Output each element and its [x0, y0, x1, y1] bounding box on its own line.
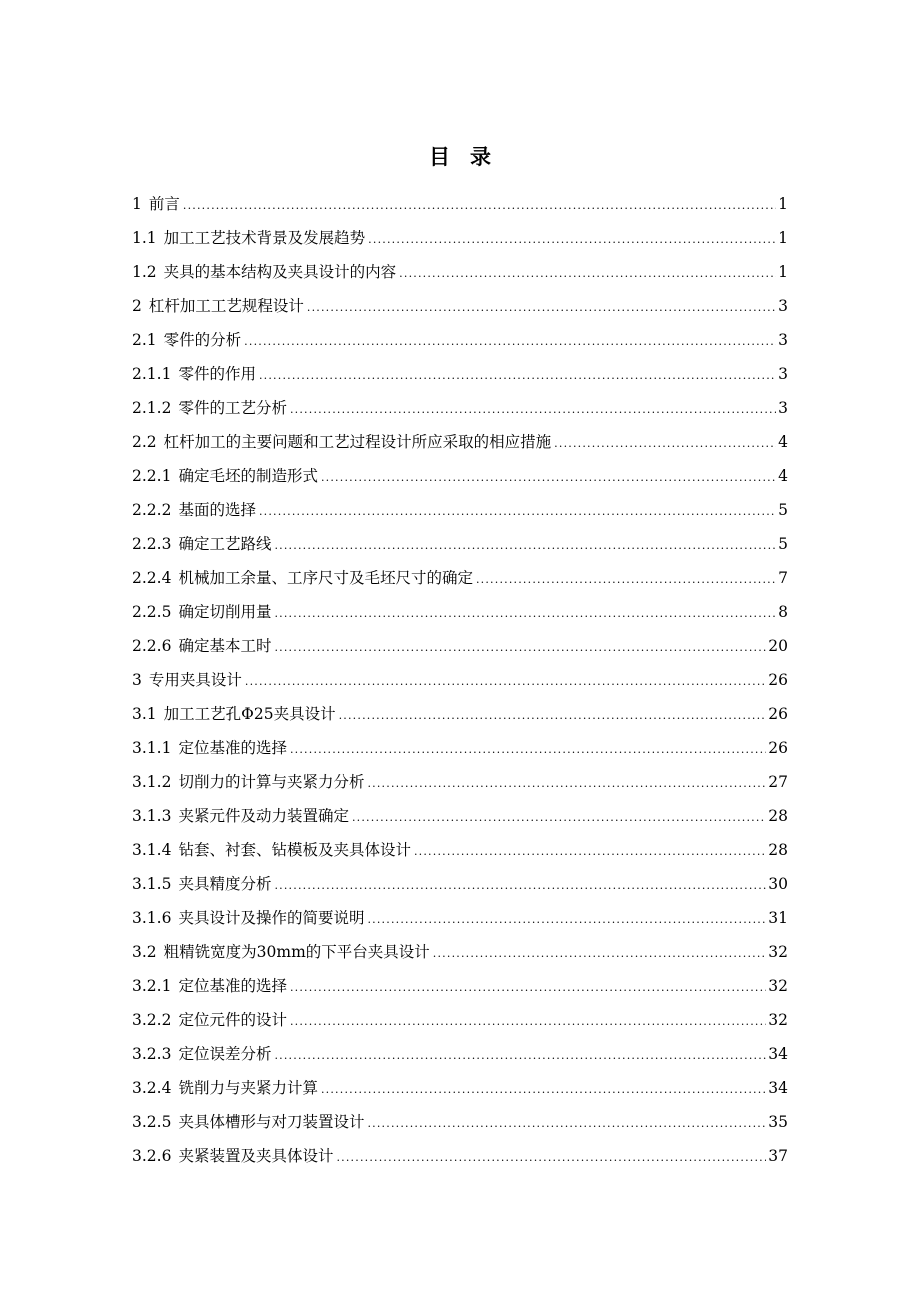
- toc-entry-page: 3: [778, 297, 788, 315]
- toc-entry-number: 2.2.6: [132, 637, 172, 655]
- toc-entry-number: 2.2.1: [132, 467, 172, 485]
- toc-entry-number: 1.1: [132, 229, 157, 247]
- toc-entry-number: 2.1: [132, 331, 157, 349]
- toc-entry-title: 定位元件的设计: [178, 1011, 287, 1029]
- toc-entry-page: 32: [768, 943, 788, 961]
- toc-entry-page: 31: [768, 909, 788, 927]
- toc-entry[interactable]: [132, 935, 788, 969]
- toc-entry-number: 1.2: [132, 263, 157, 281]
- toc-entry-page: 1: [778, 263, 788, 281]
- toc-entry-page: 32: [768, 1011, 788, 1029]
- toc-entry-number: 3.1.5: [132, 875, 172, 893]
- table-of-contents: [132, 187, 788, 1173]
- toc-entry-number: 3.1.3: [132, 807, 172, 825]
- toc-entry-page: 26: [768, 671, 788, 689]
- toc-entry-title: 零件的作用: [178, 365, 256, 383]
- toc-dot-leader: [274, 597, 776, 631]
- toc-entry-page: 4: [778, 467, 788, 485]
- toc-dot-leader: [352, 801, 766, 835]
- toc-entry-page: 34: [768, 1045, 788, 1063]
- toc-entry-title: 确定基本工时: [178, 637, 272, 655]
- toc-entry-title: 定位基准的选择: [178, 739, 287, 757]
- toc-entry[interactable]: [132, 187, 788, 221]
- toc-entry[interactable]: [132, 357, 788, 391]
- toc-dot-leader: [367, 767, 766, 801]
- toc-dot-leader: [414, 835, 766, 869]
- toc-entry[interactable]: [132, 731, 788, 765]
- toc-entry[interactable]: [132, 799, 788, 833]
- toc-entry-page: 37: [768, 1147, 788, 1165]
- toc-entry-page: 3: [778, 365, 788, 383]
- toc-entry-page: 30: [768, 875, 788, 893]
- toc-entry-number: 3.2: [132, 943, 157, 961]
- toc-entry[interactable]: [132, 493, 788, 527]
- toc-entry[interactable]: [132, 629, 788, 663]
- toc-dot-leader: [259, 359, 776, 393]
- toc-entry-title: 夹具的基本结构及夹具设计的内容: [163, 263, 397, 281]
- toc-entry[interactable]: [132, 527, 788, 561]
- toc-entry-number: 3.2.3: [132, 1045, 172, 1063]
- toc-entry-number: 2.2: [132, 433, 157, 451]
- toc-entry-page: 1: [778, 229, 788, 247]
- toc-dot-leader: [274, 869, 766, 903]
- toc-entry-number: 2.1.2: [132, 399, 172, 417]
- toc-entry-number: 3.1.6: [132, 909, 172, 927]
- toc-entry-page: 26: [768, 705, 788, 723]
- toc-dot-leader: [367, 1107, 766, 1141]
- toc-dot-leader: [476, 563, 776, 597]
- toc-dot-leader: [399, 257, 776, 291]
- toc-entry[interactable]: [132, 663, 788, 697]
- toc-entry[interactable]: [132, 289, 788, 323]
- toc-entry-title: 杠杆加工工艺规程设计: [148, 297, 304, 315]
- toc-entry-number: 3.1.4: [132, 841, 172, 859]
- toc-entry-title: 确定毛坯的制造形式: [178, 467, 318, 485]
- toc-entry[interactable]: [132, 901, 788, 935]
- toc-entry-number: 3.2.4: [132, 1079, 172, 1097]
- toc-entry-page: 3: [778, 331, 788, 349]
- toc-entry[interactable]: [132, 1003, 788, 1037]
- toc-entry-title: 机械加工余量、工序尺寸及毛坯尺寸的确定: [178, 569, 473, 587]
- toc-entry-title: 夹紧元件及动力装置确定: [178, 807, 349, 825]
- toc-entry-title: 基面的选择: [178, 501, 256, 519]
- toc-entry-title: 定位误差分析: [178, 1045, 272, 1063]
- toc-entry[interactable]: [132, 425, 788, 459]
- toc-entry-title: 前言: [148, 195, 180, 213]
- toc-entry-title: 夹具设计及操作的简要说明: [178, 909, 365, 927]
- toc-entry-title: 粗精铣宽度为30mm的下平台夹具设计: [163, 943, 430, 961]
- toc-entry-title: 确定切削用量: [178, 603, 272, 621]
- toc-entry-page: 4: [778, 433, 788, 451]
- toc-dot-leader: [367, 903, 766, 937]
- toc-entry[interactable]: [132, 765, 788, 799]
- toc-entry-title: 确定工艺路线: [178, 535, 272, 553]
- toc-entry-number: 2.2.5: [132, 603, 172, 621]
- toc-entry-page: 34: [768, 1079, 788, 1097]
- toc-entry-number: 2.1.1: [132, 365, 172, 383]
- toc-entry[interactable]: [132, 867, 788, 901]
- toc-dot-leader: [368, 223, 776, 257]
- toc-dot-leader: [290, 1005, 766, 1039]
- toc-dot-leader: [290, 971, 766, 1005]
- toc-entry-title: 加工工艺技术背景及发展趋势: [163, 229, 366, 247]
- toc-entry[interactable]: [132, 833, 788, 867]
- toc-dot-leader: [259, 495, 776, 529]
- toc-entry[interactable]: [132, 561, 788, 595]
- toc-entry-page: 3: [778, 399, 788, 417]
- toc-dot-leader: [244, 325, 776, 359]
- toc-entry-page: 20: [768, 637, 788, 655]
- toc-entry-number: 3.2.5: [132, 1113, 172, 1131]
- toc-entry-number: 1: [132, 195, 142, 213]
- toc-entry-page: 32: [768, 977, 788, 995]
- toc-entry[interactable]: [132, 1071, 788, 1105]
- toc-dot-leader: [554, 427, 776, 461]
- toc-dot-leader: [245, 665, 766, 699]
- toc-entry-page: 8: [778, 603, 788, 621]
- toc-dot-leader: [336, 1141, 766, 1175]
- toc-dot-leader: [339, 699, 767, 733]
- toc-entry[interactable]: [132, 221, 788, 255]
- toc-entry[interactable]: [132, 1105, 788, 1139]
- toc-entry-title: 零件的分析: [163, 331, 242, 349]
- toc-entry-title: 夹具体槽形与对刀装置设计: [178, 1113, 365, 1131]
- toc-entry-title: 专用夹具设计: [148, 671, 242, 689]
- toc-entry-number: 3.1: [132, 705, 157, 723]
- page-title: 目录: [429, 145, 511, 169]
- toc-entry[interactable]: [132, 1037, 788, 1071]
- toc-entry-number: 3: [132, 671, 142, 689]
- toc-entry-title: 夹具精度分析: [178, 875, 272, 893]
- toc-dot-leader: [274, 529, 776, 563]
- toc-entry-number: 3.2.1: [132, 977, 172, 995]
- toc-entry[interactable]: [132, 1139, 788, 1173]
- toc-entry-title: 切削力的计算与夹紧力分析: [178, 773, 365, 791]
- toc-entry[interactable]: [132, 595, 788, 629]
- toc-dot-leader: [274, 1039, 766, 1073]
- toc-entry-page: 35: [768, 1113, 788, 1131]
- toc-entry-number: 2: [132, 297, 142, 315]
- toc-entry-page: 28: [768, 807, 788, 825]
- toc-entry-number: 3.1.2: [132, 773, 172, 791]
- toc-entry-page: 5: [778, 501, 788, 519]
- toc-entry-title: 加工工艺孔Φ25夹具设计: [163, 705, 336, 723]
- toc-entry-page: 5: [778, 535, 788, 553]
- toc-entry[interactable]: [132, 969, 788, 1003]
- toc-entry[interactable]: [132, 697, 788, 731]
- toc-entry-title: 夹紧装置及夹具体设计: [178, 1147, 334, 1165]
- toc-entry-number: 2.2.2: [132, 501, 172, 519]
- toc-entry-title: 杠杆加工的主要问题和工艺过程设计所应采取的相应措施: [163, 433, 552, 451]
- toc-entry-page: 7: [778, 569, 788, 587]
- toc-entry-number: 2.2.3: [132, 535, 172, 553]
- toc-entry-title: 零件的工艺分析: [178, 399, 287, 417]
- toc-dot-leader: [290, 733, 766, 767]
- toc-dot-leader: [433, 937, 766, 971]
- toc-entry-title: 定位基准的选择: [178, 977, 287, 995]
- toc-entry-number: 3.2.2: [132, 1011, 172, 1029]
- toc-entry[interactable]: [132, 459, 788, 493]
- toc-entry-number: 3.2.6: [132, 1147, 172, 1165]
- toc-entry-page: 26: [768, 739, 788, 757]
- toc-dot-leader: [321, 1073, 766, 1107]
- toc-dot-leader: [307, 291, 776, 325]
- toc-dot-leader: [321, 461, 776, 495]
- toc-dot-leader: [290, 393, 776, 427]
- toc-entry-number: 2.2.4: [132, 569, 172, 587]
- toc-entry-number: 3.1.1: [132, 739, 172, 757]
- toc-entry-title: 铣削力与夹紧力计算: [178, 1079, 318, 1097]
- toc-entry[interactable]: [132, 255, 788, 289]
- toc-dot-leader: [274, 631, 766, 665]
- toc-entry-title: 钻套、衬套、钻模板及夹具体设计: [178, 841, 411, 859]
- toc-entry[interactable]: [132, 323, 788, 357]
- toc-dot-leader: [183, 189, 776, 223]
- toc-entry[interactable]: [132, 391, 788, 425]
- toc-entry-page: 27: [768, 773, 788, 791]
- toc-entry-page: 1: [778, 195, 788, 213]
- toc-entry-page: 28: [768, 841, 788, 859]
